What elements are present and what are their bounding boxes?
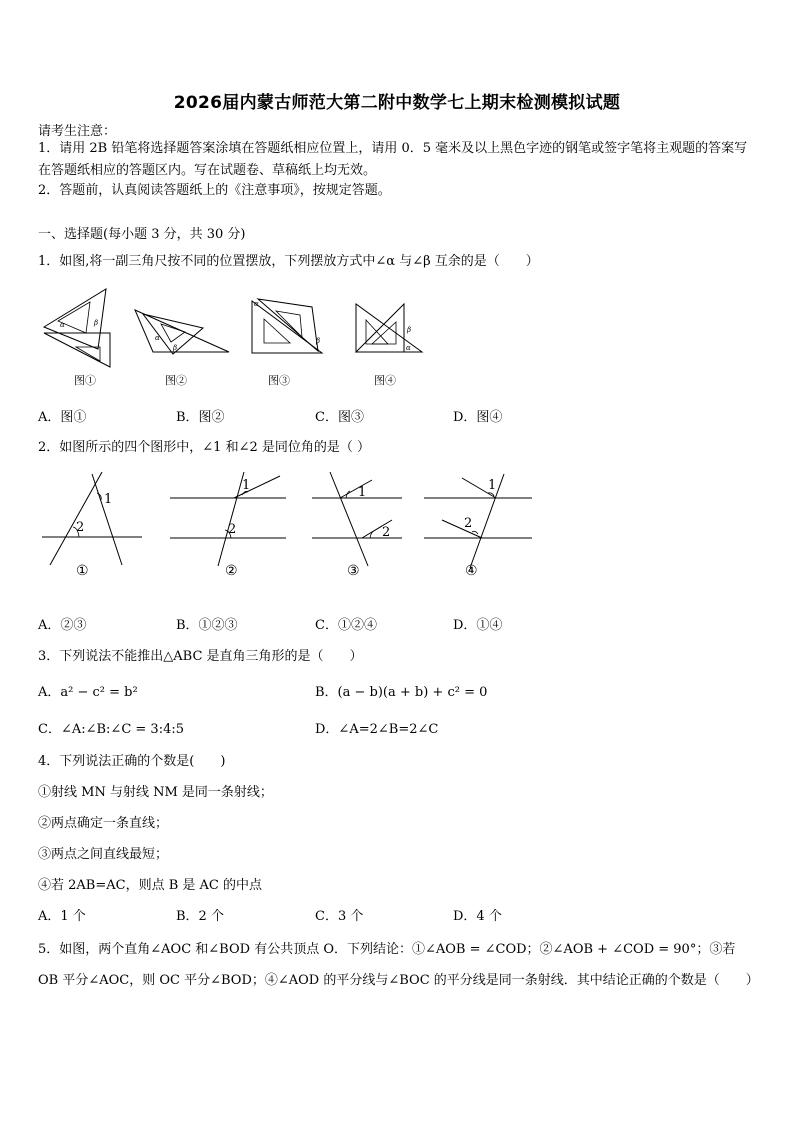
q2-figure-2 xyxy=(168,470,288,570)
q2-figure-4 xyxy=(422,470,534,570)
q4-item-2: ②两点确定一条直线； xyxy=(38,816,169,831)
q3-option-c[interactable]: C．∠A:∠B:∠C = 3:4:5 xyxy=(38,722,185,737)
q2-fig-caption-4: ④ xyxy=(465,563,478,579)
q4-option-d[interactable]: D．4 个 xyxy=(453,909,502,924)
q2-option-c[interactable]: C．①②④ xyxy=(315,618,377,633)
q2-stem: 2．如图所示的四个图形中，∠1 和∠2 是同位角的是（ ） xyxy=(38,440,370,455)
svg-text:α: α xyxy=(60,321,65,329)
notice-item-1: 1．请用 2B 铅笔将选择题答案涂填在答题纸相应位置上，请用 0．5 毫米及以上黑色字迹的钢笔或签字笔将主观题的答案写在答题纸相应的答题区内。写在试题卷、草稿纸上均无效。 xyxy=(38,141,748,178)
q1-fig-caption-2: 图② xyxy=(165,374,187,387)
svg-text:β: β xyxy=(407,326,412,334)
q1-option-d[interactable]: D．图④ xyxy=(453,410,503,425)
q1-fig-caption-1: 图① xyxy=(74,374,96,387)
q2-f1-angle1: 1 xyxy=(104,492,113,507)
svg-text:α: α xyxy=(155,334,160,342)
q2-fig-caption-2: ② xyxy=(225,563,238,579)
svg-text:α: α xyxy=(406,344,411,352)
q4-item-4: ④若 2AB=AC，则点 B 是 AC 的中点 xyxy=(38,878,262,893)
q4-option-a[interactable]: A．1 个 xyxy=(38,909,86,924)
q2-f4-angle2: 2 xyxy=(464,516,473,531)
q3-stem: 3．下列说法不能推出△ABC 是直角三角形的是（ ） xyxy=(38,649,363,664)
svg-text:β: β xyxy=(316,337,321,345)
q4-option-c[interactable]: C．3 个 xyxy=(315,909,364,924)
q2-option-b[interactable]: B．①②③ xyxy=(176,618,238,633)
q4-stem: 4．下列说法正确的个数是( ) xyxy=(38,754,226,769)
q3-option-b[interactable]: B．(a − b)(a + b) + c² = 0 xyxy=(315,685,488,700)
q4-item-3: ③两点之间直线最短； xyxy=(38,847,169,862)
q2-option-d[interactable]: D．①④ xyxy=(453,618,503,633)
q2-f2-angle1: 1 xyxy=(242,478,251,493)
q1-fig-caption-4: 图④ xyxy=(374,374,396,387)
q2-f4-angle1: 1 xyxy=(488,478,497,493)
svg-text:β: β xyxy=(94,319,99,327)
notice-item-2: 2．答题前，认真阅读答题纸上的《注意事项》，按规定答题。 xyxy=(38,183,391,198)
q5-stem: 5．如图，两个直角∠AOC 和∠BOD 有公共顶点 O．下列结论：①∠AOB = ∠COD；②∠AOB + ∠COD = 90°；③若 OB 平分∠AOC，则 OC 平分∠BOD；④∠AOD 的平分线与∠BOC 的平分线是同一条射线．其中结论正确的个数是（ ） xyxy=(38,942,759,988)
q1-option-a[interactable]: A．图① xyxy=(38,410,87,425)
q3-option-d[interactable]: D．∠A=2∠B=2∠C xyxy=(315,722,439,737)
q2-option-a[interactable]: A．②③ xyxy=(38,618,87,633)
section-heading: 一、选择题(每小题 3 分，共 30 分) xyxy=(38,227,246,242)
q2-figure-3 xyxy=(310,470,405,570)
page-title: 2026届内蒙古师范大第二附中数学七上期末检测模拟试题 xyxy=(173,93,621,113)
q1-figure-2 xyxy=(133,302,233,357)
q1-figure-1 xyxy=(40,287,120,372)
q1-stem: 1．如图,将一副三角尺按不同的位置摆放，下列摆放方式中∠α 与∠β 互余的是（ ） xyxy=(38,254,539,269)
q4-item-1: ①射线 MN 与射线 NM 是同一条射线； xyxy=(38,785,273,800)
q1-figure-4 xyxy=(352,300,427,355)
q2-f2-angle2: 2 xyxy=(228,522,237,537)
q2-fig-caption-1: ① xyxy=(76,563,89,579)
q2-f1-angle2: 2 xyxy=(76,520,85,535)
q1-figure-3 xyxy=(250,297,330,357)
q2-fig-caption-3: ③ xyxy=(347,563,360,579)
q3-option-a[interactable]: A．a² − c² = b² xyxy=(38,685,138,700)
q4-option-b[interactable]: B．2 个 xyxy=(176,909,224,924)
q2-f3-angle1: 1 xyxy=(358,485,367,500)
q2-f3-angle2: 2 xyxy=(382,525,391,540)
svg-text:α: α xyxy=(254,300,259,308)
q1-option-b[interactable]: B．图② xyxy=(176,410,225,425)
svg-text:β: β xyxy=(173,344,178,352)
q1-option-c[interactable]: C．图③ xyxy=(315,410,364,425)
q2-figure-1 xyxy=(40,470,145,570)
notice-heading: 请考生注意： xyxy=(38,124,117,139)
q1-fig-caption-3: 图③ xyxy=(268,374,290,387)
